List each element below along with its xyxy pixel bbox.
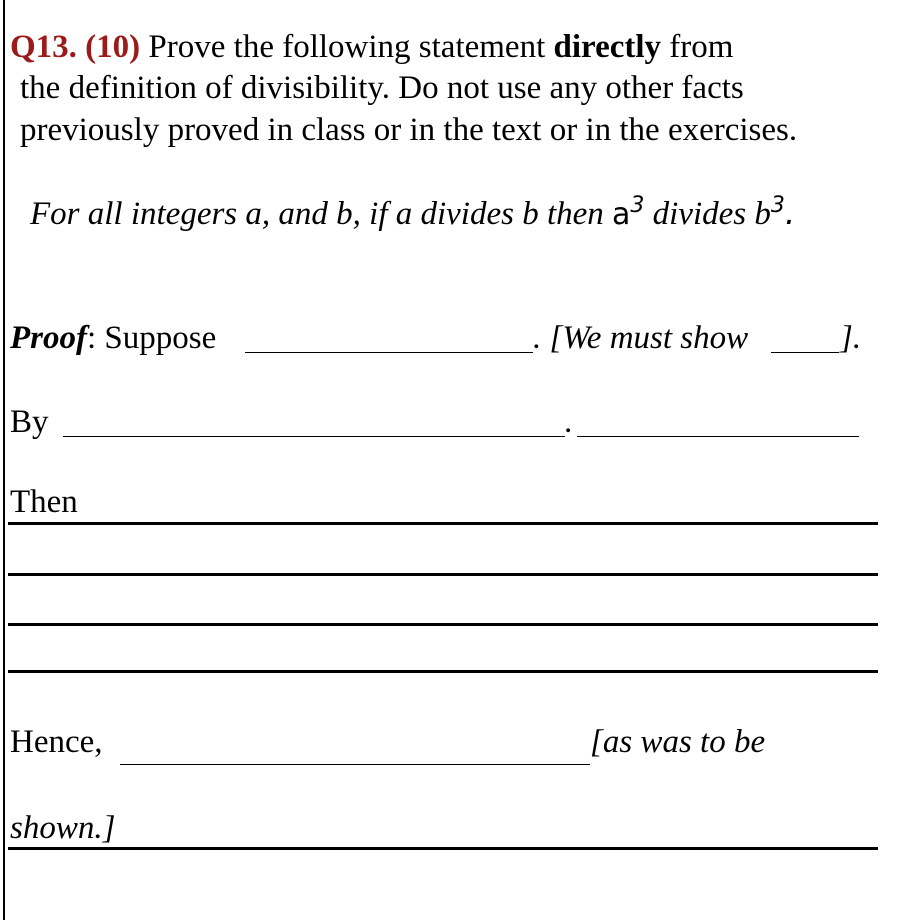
question-prompt-part1: Prove the following statement (148, 29, 546, 65)
statement-period: . (784, 193, 796, 232)
proof-label: Proof (10, 320, 87, 356)
question-line-3: previously proved in class or in the text or in the exercises. (20, 112, 798, 148)
by-blank-1[interactable] (63, 436, 565, 437)
question-points: (10) (85, 29, 141, 65)
shown-line[interactable] (8, 847, 878, 850)
suppose-blank[interactable] (245, 352, 533, 353)
then-line-4[interactable] (8, 670, 878, 673)
statement (30, 193, 795, 238)
question-line-1 (10, 27, 733, 67)
statement-text-middle: divides (652, 196, 747, 232)
statement-var-a: a (612, 197, 631, 232)
left-margin-rule (3, 0, 5, 920)
statement-var-b: b (754, 196, 771, 232)
must-show-blank[interactable] (771, 352, 839, 353)
as-was-to-be-label: [as was to be (590, 724, 766, 760)
hence-blank[interactable] (120, 764, 590, 765)
question-prompt-bold: directly (553, 29, 662, 65)
we-must-show-label: . [We must show (533, 320, 749, 356)
statement-text-before: For all integers a, and b, if a divides b then (30, 196, 604, 232)
by-label: By (10, 404, 49, 440)
proof-label-group (10, 318, 216, 358)
statement-exponent-a: 3 (630, 193, 645, 218)
by-blank-2[interactable] (577, 436, 859, 437)
then-line-1[interactable] (8, 522, 878, 525)
hence-label: Hence, (10, 724, 103, 760)
statement-exponent-b: 3 (770, 193, 785, 218)
close-bracket: ]. (840, 320, 862, 356)
then-label: Then (10, 484, 78, 520)
then-line-3[interactable] (8, 623, 878, 626)
by-dot: . (564, 404, 573, 440)
question-prompt-part2: from (669, 29, 734, 65)
proof-colon: : (87, 320, 97, 356)
shown-label: shown.] (10, 810, 116, 846)
question-line-2: the definition of divisibility. Do not use any other facts (20, 70, 744, 106)
then-line-2[interactable] (8, 573, 878, 576)
suppose-label: Suppose (104, 320, 217, 356)
question-number: Q13. (10, 29, 77, 65)
